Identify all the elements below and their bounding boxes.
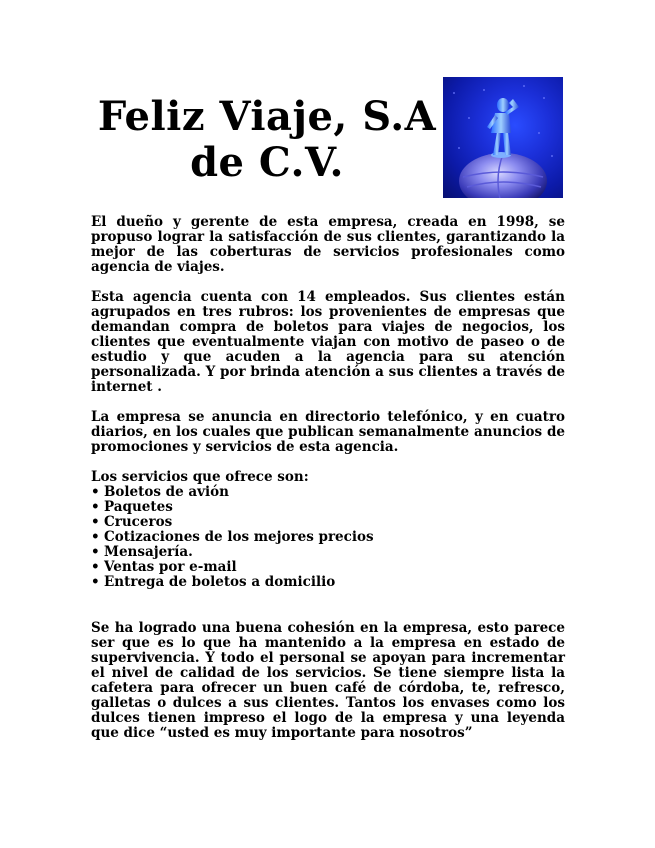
traveler-on-globe-icon [443,77,563,198]
document-body [91,215,565,741]
services-list [91,485,565,590]
list-item: • Mensajería. [91,544,193,560]
list-item: • Cruceros [91,514,173,530]
services-heading: Los servicios que ofrece son: [91,469,309,485]
title-line-1: Feliz Viaje, S.A [97,93,437,140]
paragraph-employees: Esta agencia cuenta con 14 empleados. Sus clientes están agrupados en tres rubros: los provenientes de empresas que demandan compra de boletos para viajes de negocios, los clientes que eventualmente viajan con motivo de paseo o de estudio y que acuden a la agencia para su atención personalizada. Y por brinda atención a sus clientes a través de internet . [91,289,565,395]
paragraph-advertising: La empresa se anuncia en directorio telefónico, y en cuatro diarios, en los cuales que publican semanalmente anuncios de promociones y servicios de esta agencia. [91,409,565,455]
list-item: • Paquetes [91,499,173,515]
title-line-2: de C.V. [190,139,344,186]
list-item: • Entrega de boletos a domicilio [91,574,336,590]
paragraph-cohesion: Se ha logrado una buena cohesión en la empresa, esto parece ser que es lo que ha mantenido a la empresa en estado de supervivencia. Y todo el personal se apoyan para incrementar el nivel de calidad de los servicios. Se tiene siempre lista la cafetera para ofrecer un buen café de córdoba, te, refresco, galletas o dulces a sus clientes. Tantos los envases como los dulces tienen impreso el logo de la empresa y una leyenda que dice “usted es muy importante para nosotros” [91,620,565,741]
page-title [92,94,442,186]
list-item: • Boletos de avión [91,484,229,500]
list-item: • Cotizaciones de los mejores precios [91,529,374,545]
paragraph-intro: El dueño y gerente de esta empresa, creada en 1998, se propuso lograr la satisfacción de sus clientes, garantizando la mejor de las coberturas de servicios profesionales como agencia de viajes. [91,214,565,275]
list-item: • Ventas por e-mail [91,559,237,575]
